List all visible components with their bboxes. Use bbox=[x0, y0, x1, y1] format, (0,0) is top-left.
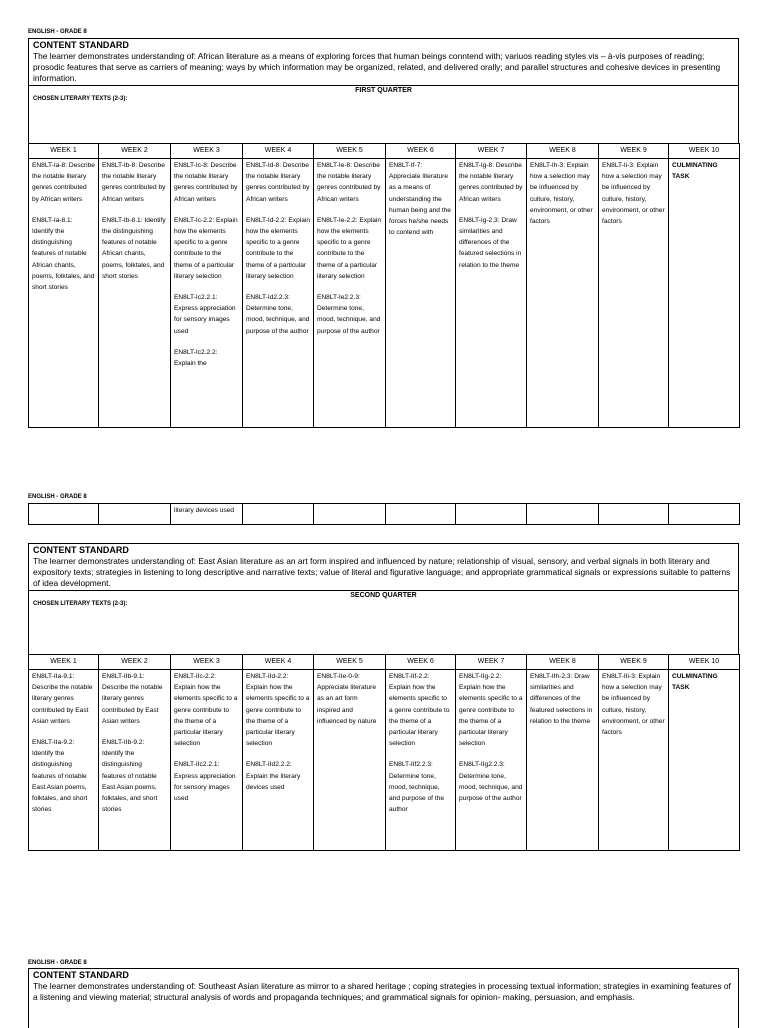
competency-item: EN8LT-Ic2.2.2: Explain the bbox=[174, 348, 218, 368]
week-header: WEEK 3 bbox=[171, 655, 243, 670]
content-standard-text: The learner demonstrates understanding of: Southeast Asian literature as mirror to a shared heritage ; coping strategies in processing textual information; strategies in examining features of a listening and viewing material; structural analysis of words and propaganda techniques; and grammatical signals for opinion- making, persuasion, and emphasis. bbox=[33, 981, 731, 1002]
week-cell bbox=[456, 159, 527, 428]
week-cell bbox=[669, 159, 740, 428]
week-cell bbox=[29, 159, 99, 428]
competency-item: EN8LT-IIe-0-9: Appreciate literature as an art form inspired and influenced by nature bbox=[317, 673, 377, 725]
week-cell bbox=[599, 670, 669, 851]
content-standard-title: CONTENT STANDARD bbox=[33, 970, 129, 980]
week-header: WEEK 7 bbox=[456, 144, 527, 159]
chosen-literary-texts: CHOSEN LITERARY TEXTS (2-3): bbox=[33, 601, 128, 607]
week-header: WEEK 9 bbox=[599, 655, 669, 670]
competency-item: EN8LT-Ig-8: Describe the notable literary genres contributed by African writers bbox=[459, 162, 523, 203]
week-header: WEEK 9 bbox=[599, 144, 669, 159]
week-header: WEEK 5 bbox=[314, 144, 386, 159]
week-cell bbox=[599, 159, 669, 428]
week-cell bbox=[171, 159, 243, 428]
competency-item: EN8LT-Ie-2.2: Explain how the elements specific to a genre contribute to the theme of a particular literary selection bbox=[317, 216, 382, 280]
competency-item: EN8LT-Id2.2.3: Determine tone, mood, technique, and purpose of the author bbox=[246, 294, 310, 335]
continuation-cell bbox=[386, 504, 456, 525]
competency-item: EN8LT-IIb-9.2: Identify the distinguishing features of notable East Asian poems, folktales, and short stories bbox=[102, 739, 158, 814]
competency-item: EN8LT-Ia-8: Describe the notable literary genres contributed by African writers bbox=[32, 162, 95, 203]
weekly-competencies-table bbox=[28, 143, 740, 428]
continuation-cell bbox=[527, 504, 599, 525]
week-header: WEEK 1 bbox=[29, 144, 99, 159]
week-header: WEEK 2 bbox=[99, 655, 171, 670]
week-header: WEEK 1 bbox=[29, 655, 99, 670]
quarter-title: SECOND QUARTER bbox=[350, 592, 417, 599]
page-header: ENGLISH - GRADE 8 bbox=[28, 29, 87, 35]
competency-item: EN8LT-IId-2.2: Explain how the elements specific to a genre contribute to the theme of a particular literary selection bbox=[246, 673, 310, 748]
content-standard-box bbox=[28, 543, 739, 655]
competency-item: EN8LT-Ie-8: Describe the notable literary genres contributed by African writers bbox=[317, 162, 381, 203]
competency-item: EN8LT-Ih-3: Explain how a selection may be influenced by culture, history, environment, or other factors bbox=[530, 162, 593, 226]
week-cell bbox=[314, 670, 386, 851]
competency-item: EN8LT-Ib-8: Describe the notable literary genres contributed by African writers bbox=[102, 162, 166, 203]
continuation-cell bbox=[314, 504, 386, 525]
week-header: WEEK 2 bbox=[99, 144, 171, 159]
competency-item: EN8LT-Ic-2.2: Explain how the elements specific to a genre contribute to the theme of a particular literary selection bbox=[174, 216, 238, 280]
week-cell bbox=[669, 670, 740, 851]
competency-item: EN8LT-Ii-3: Explain how a selection may be influenced by culture, history, environment, or other factors bbox=[602, 162, 665, 226]
week-header: WEEK 10 bbox=[669, 144, 740, 159]
week-cell bbox=[456, 670, 527, 851]
competency-item: EN8LT-IIc2.2.1: Express appreciation for sensory images used bbox=[174, 761, 236, 803]
continuation-cell bbox=[669, 504, 740, 525]
competency-item: EN8LT-IIa-9.1: Describe the notable literary genres contributed by East Asian writers bbox=[32, 673, 93, 725]
chosen-literary-texts: CHOSEN LITERARY TEXTS (2-3): bbox=[33, 96, 128, 102]
competency-item: EN8LT-IIa-9.2: Identify the distinguishing features of notable East Asian poems, folktales, and short stories bbox=[32, 739, 88, 814]
week-header: WEEK 6 bbox=[386, 144, 456, 159]
content-standard-title: CONTENT STANDARD bbox=[33, 40, 129, 50]
competency-item: EN8LT-Ic-8: Describe the notable literary genres contributed by African writers bbox=[174, 162, 238, 203]
content-standard-box bbox=[28, 38, 739, 144]
week-cell bbox=[99, 159, 171, 428]
content-standard-box bbox=[28, 968, 739, 1028]
competency-item: EN8LT-IIc-2.2: Explain how the elements specific to a genre contribute to the theme of a particular literary selection bbox=[174, 673, 238, 748]
competency-item: EN8LT-Id-2.2: Explain how the elements specific to a genre contribute to the theme of a particular literary selection bbox=[246, 216, 311, 280]
competency-item: EN8LT-Ig-2.3: Draw similarities and differences of the featured selections in relation to the theme bbox=[459, 216, 522, 269]
continuation-cell bbox=[456, 504, 527, 525]
competency-item: EN8LT-IIg-2.2: Explain how the elements specific to a genre contribute to the theme of a particular literary selection bbox=[459, 673, 523, 748]
competency-item: CULMINATING TASK bbox=[672, 162, 718, 181]
week-header: WEEK 8 bbox=[527, 144, 599, 159]
page-header: ENGLISH - GRADE 8 bbox=[28, 494, 87, 500]
week-header: WEEK 5 bbox=[314, 655, 386, 670]
week-header: WEEK 3 bbox=[171, 144, 243, 159]
content-standard-text: The learner demonstrates understanding of: African literature as a means of exploring forces that human beings conntend with; variuos reading styles vis – à-vis purposes of reading; prosodic features that serve as carriers of meaning; ways by which information may be organized, related, and delivered orally; and parallel structures and cohesive devices in presenting information. bbox=[33, 51, 721, 83]
week-header: WEEK 8 bbox=[527, 655, 599, 670]
week-cell bbox=[314, 159, 386, 428]
week-cell bbox=[29, 670, 99, 851]
competency-item: EN8LT-Id-8: Describe the notable literary genres contributed by African writers bbox=[246, 162, 310, 203]
competency-item: EN8LT-Ia-8.1: Identify the distinguishing features of notable African chants, poems, folktales, and short stories bbox=[32, 216, 95, 292]
competency-item: EN8LT-If-7: Appreciate literature as a means of understanding the human being and the forces he/she needs to contend with bbox=[389, 162, 451, 237]
competency-item: EN8LT-IIf2.2.3: Determine tone, mood, technique, and purpose of the author bbox=[389, 761, 444, 814]
content-standard-text: The learner demonstrates understanding of: East Asian literature as an art form inspired and influenced by nature; relationship of visual, sensory, and verbal signals in both literary and expository texts; strategies in listening to long descriptive and narrative texts; value of literal and figurative language; and appropriate grammatical signals or expressions suitable to patterns of idea development. bbox=[33, 556, 731, 588]
competency-item: EN8LT-IIg2.2.3: Determine tone, mood, technique, and purpose of the author bbox=[459, 761, 523, 803]
weekly-competencies-table bbox=[28, 654, 740, 851]
week-header: WEEK 7 bbox=[456, 655, 527, 670]
competency-item: CULMINATING TASK bbox=[672, 673, 718, 692]
competency-item: EN8LT-IIb-9.1: Describe the notable literary genres contributed by East Asian writers bbox=[102, 673, 163, 725]
competency-item: EN8LT-IIi-3: Explain how a selection may be influenced by culture, history, environment, or other factors bbox=[602, 673, 665, 737]
week-cell bbox=[527, 670, 599, 851]
week-cell bbox=[243, 670, 314, 851]
week-header: WEEK 4 bbox=[243, 144, 314, 159]
continuation-table bbox=[28, 503, 740, 525]
competency-item: EN8LT-IIh-2.3: Draw similarities and differences of the featured selections in relation to the theme bbox=[530, 673, 593, 725]
content-standard-title: CONTENT STANDARD bbox=[33, 545, 129, 555]
competency-item: EN8LT-Ib-8.1: Identify the distinguishing features of notable African chants, poems, folktales, and short stories bbox=[102, 216, 166, 280]
page-header: ENGLISH - GRADE 8 bbox=[28, 960, 87, 966]
week-cell bbox=[527, 159, 599, 428]
week-cell bbox=[386, 159, 456, 428]
week-cell bbox=[99, 670, 171, 851]
week-header: WEEK 4 bbox=[243, 655, 314, 670]
quarter-title: FIRST QUARTER bbox=[355, 87, 412, 94]
week-cell bbox=[243, 159, 314, 428]
continuation-cell bbox=[29, 504, 99, 525]
week-cell bbox=[386, 670, 456, 851]
competency-item: EN8LT-IId2.2.2: Explain the literary devices used bbox=[246, 761, 301, 791]
week-header: WEEK 6 bbox=[386, 655, 456, 670]
continuation-cell bbox=[243, 504, 314, 525]
competency-item: EN8LT-IIf-2.2: Explain how the elements specific to a genre contribute to the theme of a particular literary selection bbox=[389, 673, 450, 748]
competency-item: EN8LT-Ic2.2.1: Express appreciation for sensory images used bbox=[174, 294, 236, 335]
continuation-cell: literary devices used bbox=[171, 504, 243, 525]
week-header: WEEK 10 bbox=[669, 655, 740, 670]
continuation-cell bbox=[99, 504, 171, 525]
competency-item: EN8LT-Ie2.2.3: Determine tone, mood, technique, and purpose of the author bbox=[317, 294, 381, 335]
week-cell bbox=[171, 670, 243, 851]
continuation-cell bbox=[599, 504, 669, 525]
